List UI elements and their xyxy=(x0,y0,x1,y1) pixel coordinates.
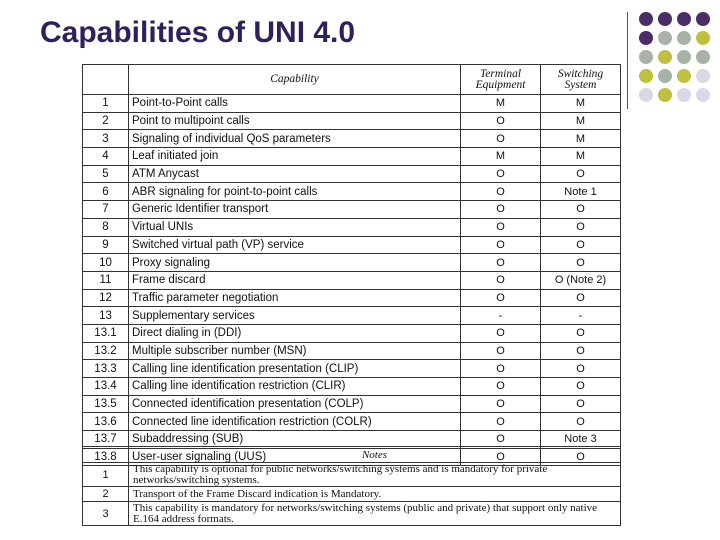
decorative-dot xyxy=(696,88,710,102)
row-number: 11 xyxy=(83,271,129,289)
capability-name: Generic Identifier transport xyxy=(129,201,461,219)
decorative-dot xyxy=(677,12,691,26)
decorative-dot xyxy=(658,31,672,45)
table-row xyxy=(83,201,621,219)
notes-header-spacer xyxy=(83,447,129,463)
decorative-dot xyxy=(658,69,672,83)
capability-name: Point-to-Point calls xyxy=(129,95,461,113)
title-divider xyxy=(627,12,628,109)
table-row xyxy=(83,289,621,307)
row-number: 13.2 xyxy=(83,342,129,360)
switching-system-value: O xyxy=(541,378,621,396)
capability-name: Connected identification presentation (COLP) xyxy=(129,395,461,413)
decorative-dot xyxy=(677,69,691,83)
table-row xyxy=(83,148,621,166)
row-number: 13.4 xyxy=(83,378,129,396)
decorative-dot xyxy=(677,88,691,102)
terminal-equipment-value: O xyxy=(461,218,541,236)
terminal-equipment-value: O xyxy=(461,112,541,130)
capabilities-table xyxy=(82,64,621,466)
decorative-dot xyxy=(639,50,653,64)
terminal-equipment-value: O xyxy=(461,130,541,148)
terminal-equipment-value: O xyxy=(461,183,541,201)
terminal-equipment-value: O xyxy=(461,324,541,342)
row-number: 13.5 xyxy=(83,395,129,413)
capability-name: Multiple subscriber number (MSN) xyxy=(129,342,461,360)
table-header-row xyxy=(83,65,621,95)
capability-name: Supplementary services xyxy=(129,307,461,325)
row-number: 7 xyxy=(83,201,129,219)
decorative-dot xyxy=(677,50,691,64)
switching-system-value: O xyxy=(541,218,621,236)
switching-system-value: O xyxy=(541,448,621,466)
row-number: 9 xyxy=(83,236,129,254)
switching-system-value: O xyxy=(541,254,621,272)
slide-title: Capabilities of UNI 4.0 xyxy=(40,16,356,49)
switching-system-value: O xyxy=(541,395,621,413)
notes-table xyxy=(82,446,621,526)
terminal-equipment-value: - xyxy=(461,307,541,325)
note-number: 3 xyxy=(83,502,129,526)
switching-system-value: M xyxy=(541,95,621,113)
row-number: 1 xyxy=(83,95,129,113)
table-row xyxy=(83,360,621,378)
note-row xyxy=(83,502,621,526)
switching-system-value: O xyxy=(541,201,621,219)
table-row xyxy=(83,254,621,272)
note-number: 2 xyxy=(83,487,129,502)
table-row xyxy=(83,378,621,396)
switching-system-value: - xyxy=(541,307,621,325)
header-switching-system: Switching System xyxy=(541,65,621,95)
row-number: 2 xyxy=(83,112,129,130)
table-row xyxy=(83,130,621,148)
decorative-dot xyxy=(696,50,710,64)
decorative-dot-grid xyxy=(639,12,719,108)
switching-system-value: Note 1 xyxy=(541,183,621,201)
table-row xyxy=(83,413,621,431)
row-number: 13 xyxy=(83,307,129,325)
decorative-dot xyxy=(658,50,672,64)
terminal-equipment-value: O xyxy=(461,254,541,272)
row-number: 10 xyxy=(83,254,129,272)
decorative-dot xyxy=(639,31,653,45)
table-row xyxy=(83,183,621,201)
table-row xyxy=(83,236,621,254)
decorative-dot xyxy=(696,12,710,26)
terminal-equipment-value: O xyxy=(461,165,541,183)
table-row xyxy=(83,165,621,183)
row-number: 12 xyxy=(83,289,129,307)
table-row xyxy=(83,218,621,236)
switching-system-value: O xyxy=(541,360,621,378)
switching-system-value: O xyxy=(541,413,621,431)
capability-name: Calling line identification restriction (CLIR) xyxy=(129,378,461,396)
note-row xyxy=(83,463,621,487)
terminal-equipment-value: O xyxy=(461,448,541,466)
table-row xyxy=(83,112,621,130)
capability-name: Calling line identification presentation (CLIP) xyxy=(129,360,461,378)
switching-system-value: O (Note 2) xyxy=(541,271,621,289)
capability-name: ABR signaling for point-to-point calls xyxy=(129,183,461,201)
switching-system-value: M xyxy=(541,130,621,148)
terminal-equipment-value: M xyxy=(461,148,541,166)
table-row xyxy=(83,95,621,113)
decorative-dot xyxy=(658,12,672,26)
terminal-equipment-value: O xyxy=(461,360,541,378)
row-number: 13.1 xyxy=(83,324,129,342)
row-number: 3 xyxy=(83,130,129,148)
capability-name: Switched virtual path (VP) service xyxy=(129,236,461,254)
capability-name: Signaling of individual QoS parameters xyxy=(129,130,461,148)
row-number: 13.8 xyxy=(83,448,129,466)
header-terminal-equipment: Terminal Equipment xyxy=(461,65,541,95)
terminal-equipment-value: O xyxy=(461,413,541,431)
terminal-equipment-value: O xyxy=(461,431,541,449)
row-number: 13.7 xyxy=(83,431,129,449)
notes-header: Notes xyxy=(129,447,621,463)
switching-system-value: O xyxy=(541,165,621,183)
switching-system-value: O xyxy=(541,236,621,254)
capability-name: ATM Anycast xyxy=(129,165,461,183)
terminal-equipment-value: O xyxy=(461,342,541,360)
capability-name: Proxy signaling xyxy=(129,254,461,272)
capability-name: Point to multipoint calls xyxy=(129,112,461,130)
header-capability: Capability xyxy=(129,65,461,95)
decorative-dot xyxy=(658,88,672,102)
terminal-equipment-value: O xyxy=(461,289,541,307)
terminal-equipment-value: O xyxy=(461,201,541,219)
decorative-dot xyxy=(696,31,710,45)
terminal-equipment-value: M xyxy=(461,95,541,113)
capability-name: Connected line identification restriction (COLR) xyxy=(129,413,461,431)
table-row xyxy=(83,307,621,325)
notes-header-row xyxy=(83,447,621,463)
switching-system-value: O xyxy=(541,342,621,360)
decorative-dot xyxy=(677,31,691,45)
switching-system-value: O xyxy=(541,324,621,342)
switching-system-value: M xyxy=(541,112,621,130)
terminal-equipment-value: O xyxy=(461,271,541,289)
row-number: 13.6 xyxy=(83,413,129,431)
table-row xyxy=(83,395,621,413)
row-number: 6 xyxy=(83,183,129,201)
capability-name: Frame discard xyxy=(129,271,461,289)
row-number: 8 xyxy=(83,218,129,236)
decorative-dot xyxy=(696,69,710,83)
capability-name: Leaf initiated join xyxy=(129,148,461,166)
capability-name: Traffic parameter negotiation xyxy=(129,289,461,307)
terminal-equipment-value: O xyxy=(461,395,541,413)
capability-name: User-user signaling (UUS) xyxy=(129,448,461,466)
row-number: 13.3 xyxy=(83,360,129,378)
decorative-dot xyxy=(639,12,653,26)
header-number xyxy=(83,65,129,95)
table-row xyxy=(83,342,621,360)
capability-name: Subaddressing (SUB) xyxy=(129,431,461,449)
terminal-equipment-value: O xyxy=(461,236,541,254)
row-number: 5 xyxy=(83,165,129,183)
switching-system-value: O xyxy=(541,289,621,307)
note-number: 1 xyxy=(83,463,129,487)
note-text: This capability is optional for public networks/switching systems and is mandatory for private networks/switching systems. xyxy=(129,463,621,487)
note-row xyxy=(83,487,621,502)
note-text: Transport of the Frame Discard indication is Mandatory. xyxy=(129,487,621,502)
table-row xyxy=(83,271,621,289)
capability-name: Virtual UNIs xyxy=(129,218,461,236)
row-number: 4 xyxy=(83,148,129,166)
terminal-equipment-value: O xyxy=(461,378,541,396)
capability-name: Direct dialing in (DDI) xyxy=(129,324,461,342)
switching-system-value: Note 3 xyxy=(541,431,621,449)
switching-system-value: M xyxy=(541,148,621,166)
table-row xyxy=(83,324,621,342)
decorative-dot xyxy=(639,88,653,102)
note-text: This capability is mandatory for networks/switching systems (public and private) that support only native E.164 address formats. xyxy=(129,502,621,526)
decorative-dot xyxy=(639,69,653,83)
